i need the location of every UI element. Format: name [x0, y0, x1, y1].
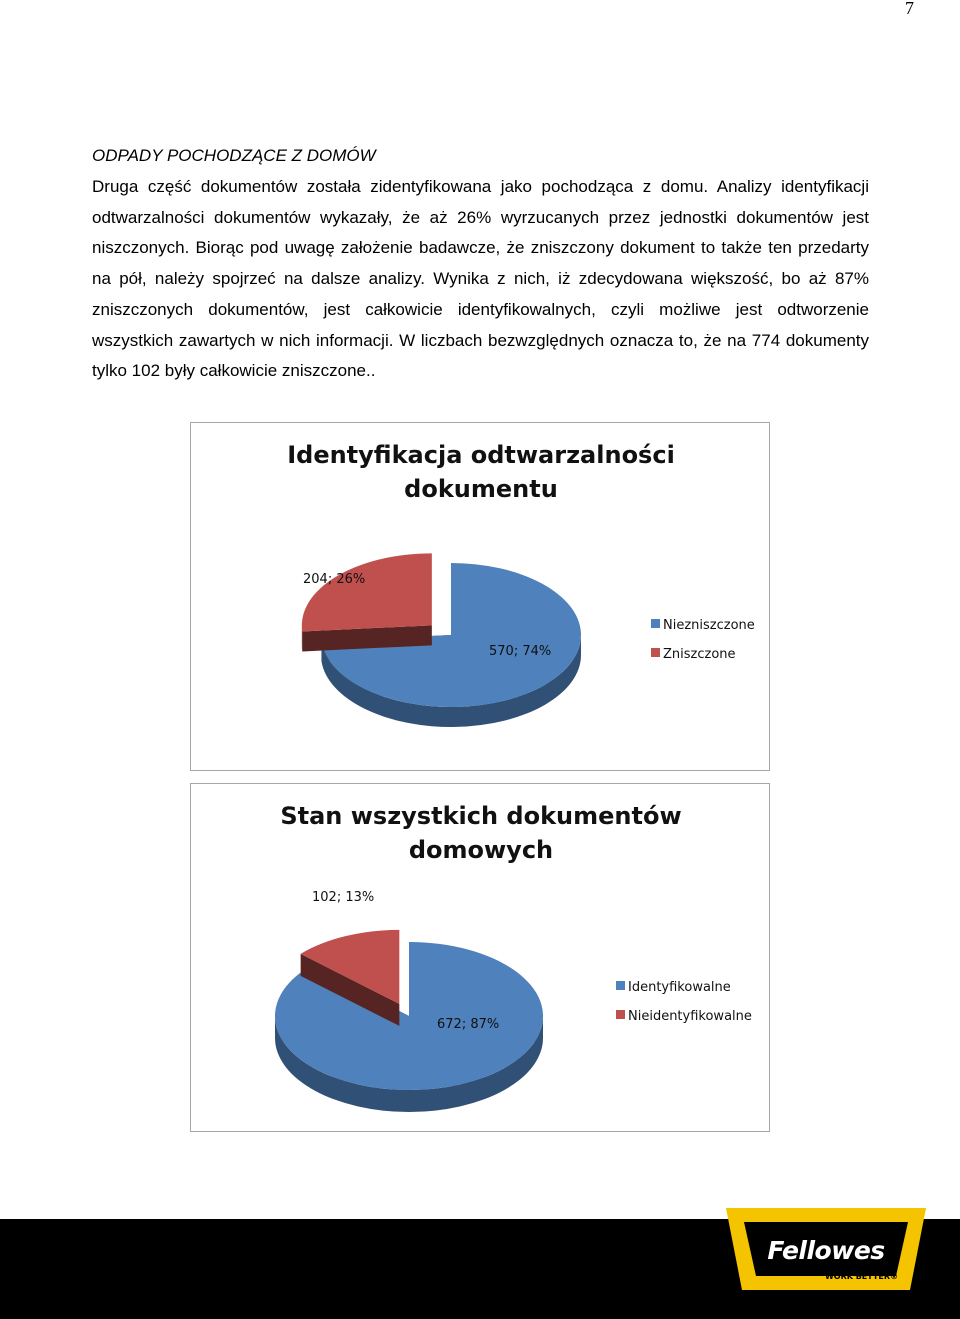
legend-swatch	[651, 648, 660, 657]
pie-chart-body	[275, 930, 543, 1112]
data-label: 570; 74%	[489, 644, 552, 659]
logo-tagline: WORK BETTER®	[824, 1272, 898, 1281]
legend-label: Identyfikowalne	[628, 980, 731, 995]
fellowes-logo	[724, 1206, 928, 1294]
data-label: 672; 87%	[437, 1017, 500, 1032]
section-heading: ODPADY POCHODZĄCE Z DOMÓW	[92, 146, 376, 165]
legend-swatch	[651, 619, 660, 628]
legend-swatch	[616, 1010, 625, 1019]
legend-label: Nieidentyfikowalne	[628, 1009, 752, 1024]
legend-label: Zniszczone	[663, 647, 736, 662]
legend-label: Niezniszczone	[663, 618, 755, 633]
chart-legend	[616, 980, 752, 1024]
pie-slice-zniszczone	[302, 553, 432, 631]
legend-swatch	[616, 981, 625, 990]
logo-brand: Fellowes	[767, 1236, 885, 1265]
page-number: 7	[905, 0, 914, 18]
data-label: 102; 13%	[312, 890, 375, 905]
chart-document-state	[190, 783, 770, 1132]
body-paragraph: Druga część dokumentów została zidentyfikowana jako pochodząca z domu. Analizy identyfikacji odtwarzalności dokumentów wykazały, że aż 26% wyrzucanych przez jednostki dokumentów jest niszczonych. Biorąc pod uwagę założenie badawcze, że zniszczony dokument to także ten przedarty na pół, należy spojrzeć na dalsze analizy. Wynika z nich, iż zdecydowana większość, bo aż 87% zniszczonych dokumentów, jest całkowicie identyfikowalnych, czyli możliwe jest odtworzenie wszystkich zawartych w nich informacji. W liczbach bezwzględnych oznacza to, że na 774 dokumenty tylko 102 były całkowicie zniszczone..	[92, 177, 869, 381]
chart-title-line: domowych	[408, 836, 554, 864]
chart-legend	[651, 618, 755, 662]
chart-title-line: Identyfikacja odtwarzalności	[287, 441, 675, 469]
data-label: 204; 26%	[303, 572, 366, 587]
chart-title-line: Stan wszystkich dokumentów	[280, 802, 682, 830]
chart-title-line: dokumentu	[404, 475, 558, 503]
chart-reproducibility	[190, 422, 770, 771]
